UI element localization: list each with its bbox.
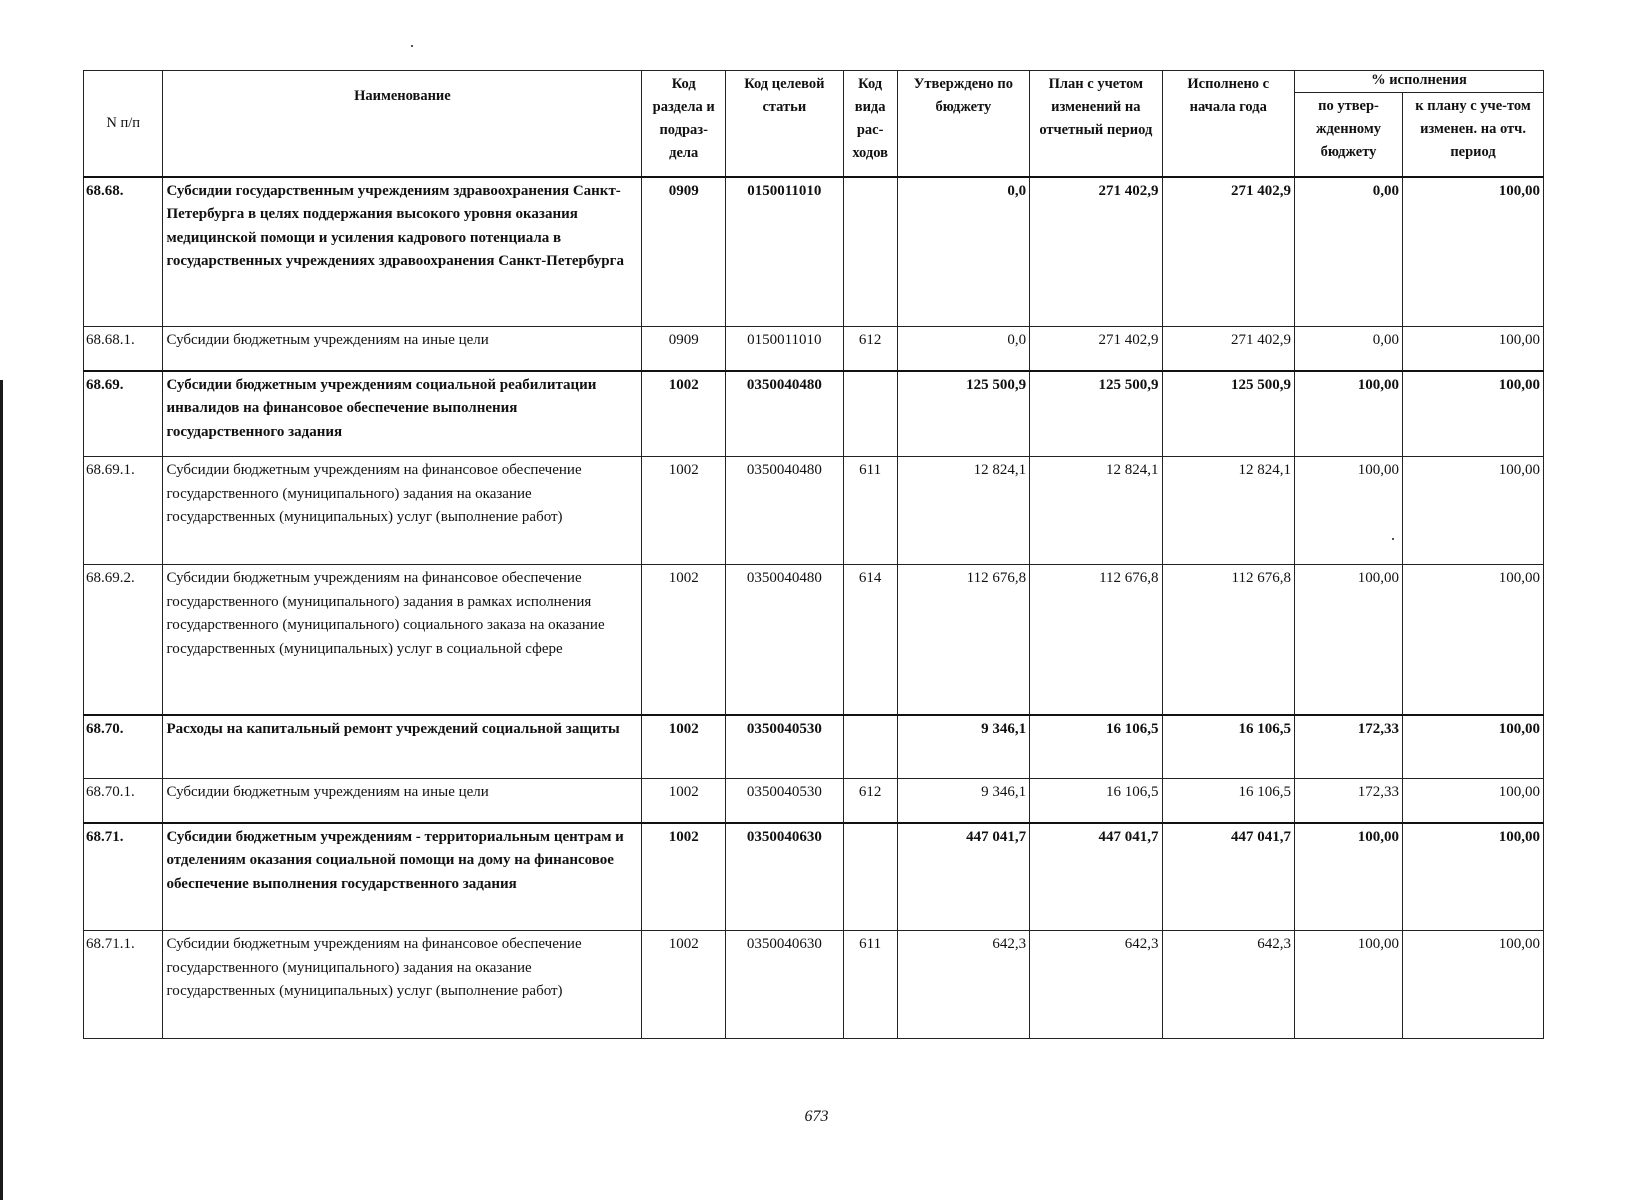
cell-expense-code: 611 xyxy=(843,931,897,1039)
budget-table xyxy=(83,70,1544,1039)
header-num: N п/п xyxy=(84,71,163,177)
cell-plan: 642,3 xyxy=(1030,931,1162,1039)
header-plan: План с учетом изменений на отчетный период xyxy=(1030,71,1162,177)
table-row xyxy=(84,823,1544,931)
cell-pct-plan: 100,00 xyxy=(1403,565,1544,715)
cell-approved: 9 346,1 xyxy=(897,715,1029,779)
cell-approved: 125 500,9 xyxy=(897,371,1029,457)
cell-pct-budget: 100,00 xyxy=(1294,931,1402,1039)
cell-executed: 447 041,7 xyxy=(1162,823,1294,931)
header-target-code: Код целевой статьи xyxy=(726,71,844,177)
table-row xyxy=(84,565,1544,715)
cell-expense-code xyxy=(843,823,897,931)
header-name: Наименование xyxy=(163,71,642,177)
cell-target-code: 0350040480 xyxy=(726,457,844,565)
header-pct-plan: к плану с уче-том изменен. на отч. период xyxy=(1403,93,1544,177)
cell-name: Субсидии бюджетным учреждениям на иные цели xyxy=(163,779,642,823)
cell-num: 68.68.1. xyxy=(84,327,163,371)
table-row xyxy=(84,371,1544,457)
cell-pct-budget: 172,33 xyxy=(1294,779,1402,823)
cell-num: 68.69.1. xyxy=(84,457,163,565)
table-row xyxy=(84,177,1544,327)
cell-pct-budget: 0,00 xyxy=(1294,327,1402,371)
cell-name: Субсидии бюджетным учреждениям на финансовое обеспечение государственного (муниципального) задания на оказание государственных (муниципальных) услуг (выполнение работ) xyxy=(163,931,642,1039)
cell-plan: 12 824,1 xyxy=(1030,457,1162,565)
cell-target-code: 0350040480 xyxy=(726,371,844,457)
cell-num: 68.71. xyxy=(84,823,163,931)
cell-pct-plan: 100,00 xyxy=(1403,327,1544,371)
header-expense-code: Код вида рас-ходов xyxy=(843,71,897,177)
cell-name: Субсидии бюджетным учреждениям - территориальным центрам и отделениям оказания социальной помощи на дому на финансовое обеспечение выполнения государственного задания xyxy=(163,823,642,931)
scan-speck xyxy=(411,45,413,47)
cell-pct-plan: 100,00 xyxy=(1403,779,1544,823)
cell-plan: 125 500,9 xyxy=(1030,371,1162,457)
cell-approved: 447 041,7 xyxy=(897,823,1029,931)
header-pct-budget: по утвер-жденному бюджету xyxy=(1294,93,1402,177)
cell-section-code: 1002 xyxy=(642,823,726,931)
cell-pct-budget: 172,33 xyxy=(1294,715,1402,779)
cell-executed: 112 676,8 xyxy=(1162,565,1294,715)
cell-pct-plan: 100,00 xyxy=(1403,371,1544,457)
cell-pct-budget: 100,00 xyxy=(1294,823,1402,931)
header-executed: Исполнено с начала года xyxy=(1162,71,1294,177)
cell-approved: 0,0 xyxy=(897,177,1029,327)
cell-plan: 271 402,9 xyxy=(1030,177,1162,327)
table-row xyxy=(84,715,1544,779)
cell-target-code: 0350040480 xyxy=(726,565,844,715)
cell-executed: 16 106,5 xyxy=(1162,779,1294,823)
cell-name: Субсидии бюджетным учреждениям на иные цели xyxy=(163,327,642,371)
cell-name: Субсидии бюджетным учреждениям социальной реабилитации инвалидов на финансовое обеспечение выполнения государственного задания xyxy=(163,371,642,457)
cell-expense-code: 614 xyxy=(843,565,897,715)
cell-num: 68.70.1. xyxy=(84,779,163,823)
cell-pct-plan: 100,00 xyxy=(1403,715,1544,779)
cell-executed: 12 824,1 xyxy=(1162,457,1294,565)
cell-num: 68.70. xyxy=(84,715,163,779)
cell-section-code: 1002 xyxy=(642,371,726,457)
cell-pct-budget: 0,00 xyxy=(1294,177,1402,327)
header-section-code: Код раздела и подраз-дела xyxy=(642,71,726,177)
cell-plan: 271 402,9 xyxy=(1030,327,1162,371)
cell-section-code: 1002 xyxy=(642,565,726,715)
cell-name: Субсидии бюджетным учреждениям на финансовое обеспечение государственного (муниципального) задания в рамках исполнения государственного (муниципального) социального заказа на оказание государственных (муниципальных) услуг в социальной сфере xyxy=(163,565,642,715)
cell-pct-plan: 100,00 xyxy=(1403,177,1544,327)
cell-approved: 642,3 xyxy=(897,931,1029,1039)
cell-plan: 112 676,8 xyxy=(1030,565,1162,715)
cell-section-code: 1002 xyxy=(642,715,726,779)
cell-plan: 447 041,7 xyxy=(1030,823,1162,931)
cell-approved: 0,0 xyxy=(897,327,1029,371)
cell-plan: 16 106,5 xyxy=(1030,715,1162,779)
cell-target-code: 0350040630 xyxy=(726,931,844,1039)
cell-num: 68.71.1. xyxy=(84,931,163,1039)
cell-executed: 642,3 xyxy=(1162,931,1294,1039)
cell-executed: 271 402,9 xyxy=(1162,177,1294,327)
cell-pct-plan: 100,00 xyxy=(1403,457,1544,565)
page-number: 673 xyxy=(804,1108,829,1125)
cell-pct-plan: 100,00 xyxy=(1403,931,1544,1039)
cell-expense-code xyxy=(843,177,897,327)
scan-edge xyxy=(0,380,3,1200)
cell-plan: 16 106,5 xyxy=(1030,779,1162,823)
cell-pct-budget: 100,00 xyxy=(1294,457,1402,565)
cell-target-code: 0350040630 xyxy=(726,823,844,931)
table-row xyxy=(84,457,1544,565)
table-row xyxy=(84,779,1544,823)
cell-name: Расходы на капитальный ремонт учреждений социальной защиты xyxy=(163,715,642,779)
cell-approved: 9 346,1 xyxy=(897,779,1029,823)
cell-num: 68.69.2. xyxy=(84,565,163,715)
cell-expense-code xyxy=(843,715,897,779)
cell-approved: 112 676,8 xyxy=(897,565,1029,715)
cell-target-code: 0150011010 xyxy=(726,327,844,371)
header-percent-group: % исполнения xyxy=(1294,71,1543,93)
cell-executed: 271 402,9 xyxy=(1162,327,1294,371)
cell-section-code: 0909 xyxy=(642,327,726,371)
cell-name: Субсидии государственным учреждениям здравоохранения Санкт-Петербурга в целях поддержания высокого уровня оказания медицинской помощи и усиления кадрового потенциала в государственных учреждениях здравоохранения Санкт-Петербурга xyxy=(163,177,642,327)
header-approved: Утверждено по бюджету xyxy=(897,71,1029,177)
cell-section-code: 0909 xyxy=(642,177,726,327)
cell-target-code: 0150011010 xyxy=(726,177,844,327)
cell-executed: 125 500,9 xyxy=(1162,371,1294,457)
cell-num: 68.68. xyxy=(84,177,163,327)
table-body xyxy=(84,177,1544,1039)
cell-num: 68.69. xyxy=(84,371,163,457)
table-row xyxy=(84,327,1544,371)
table-row xyxy=(84,931,1544,1039)
cell-pct-budget: 100,00 xyxy=(1294,565,1402,715)
cell-executed: 16 106,5 xyxy=(1162,715,1294,779)
cell-section-code: 1002 xyxy=(642,779,726,823)
cell-expense-code: 612 xyxy=(843,327,897,371)
cell-pct-plan: 100,00 xyxy=(1403,823,1544,931)
cell-pct-budget: 100,00 xyxy=(1294,371,1402,457)
cell-target-code: 0350040530 xyxy=(726,779,844,823)
cell-expense-code: 611 xyxy=(843,457,897,565)
cell-expense-code: 612 xyxy=(843,779,897,823)
cell-expense-code xyxy=(843,371,897,457)
cell-approved: 12 824,1 xyxy=(897,457,1029,565)
cell-section-code: 1002 xyxy=(642,931,726,1039)
cell-target-code: 0350040530 xyxy=(726,715,844,779)
cell-name: Субсидии бюджетным учреждениям на финансовое обеспечение государственного (муниципального) задания на оказание государственных (муниципальных) услуг (выполнение работ) xyxy=(163,457,642,565)
cell-section-code: 1002 xyxy=(642,457,726,565)
